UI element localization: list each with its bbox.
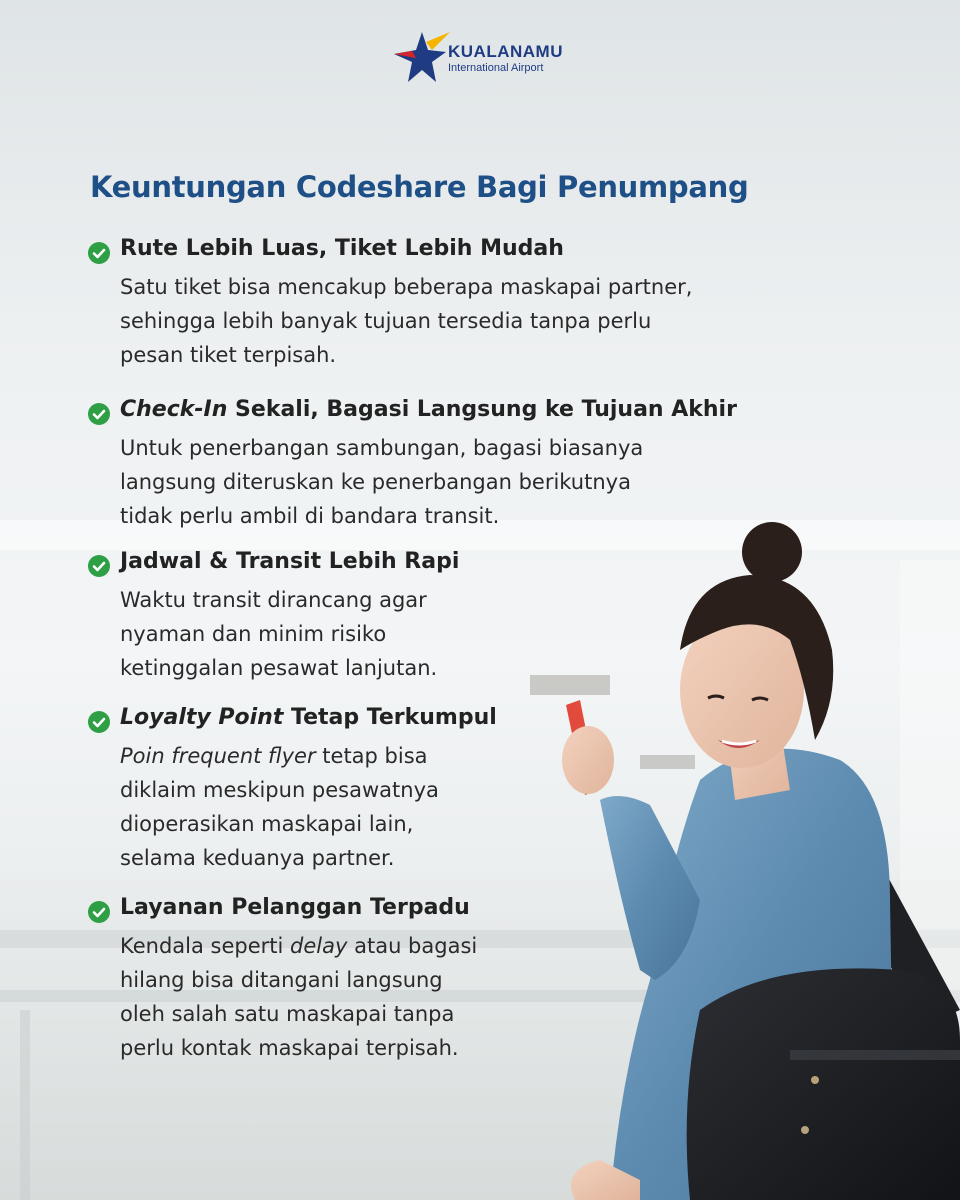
- description-line: [120, 270, 800, 304]
- benefit-title: [120, 236, 564, 261]
- check-circle-icon: [88, 555, 110, 577]
- description-line: [120, 583, 800, 617]
- benefit-title: [120, 549, 459, 574]
- line-text: sehingga lebih banyak tujuan tersedia tanpa perlu: [120, 309, 652, 333]
- description-line: [120, 739, 800, 773]
- title-text: Rute Lebih Luas, Tiket Lebih Mudah: [120, 236, 564, 261]
- check-circle-icon: [88, 242, 110, 264]
- benefit-description: [120, 583, 800, 685]
- check-circle-icon: [88, 403, 110, 425]
- description-line: [120, 499, 800, 533]
- title-text-italic: Check-In: [120, 397, 228, 422]
- description-line: [120, 929, 800, 963]
- line-text: atau bagasi: [347, 934, 478, 958]
- description-line: [120, 431, 800, 465]
- title-text: Jadwal & Transit Lebih Rapi: [120, 549, 460, 574]
- line-text: perlu kontak maskapai terpisah.: [120, 1036, 459, 1060]
- line-text: Untuk penerbangan sambungan, bagasi biasanya: [120, 436, 644, 460]
- line-text-italic: Poin frequent flyer: [120, 744, 316, 768]
- kualanamu-logo: [394, 30, 574, 86]
- page-title: Keuntungan Codeshare Bagi Penumpang: [90, 170, 749, 204]
- benefit-description: [120, 431, 800, 533]
- title-text: Tetap Terkumpul: [283, 705, 497, 730]
- benefit-description: [120, 739, 800, 875]
- title-text: Layanan Pelanggan Terpadu: [120, 895, 470, 920]
- description-line: [120, 651, 800, 685]
- description-line: [120, 304, 800, 338]
- line-text: tidak perlu ambil di bandara transit.: [120, 504, 500, 528]
- check-circle-icon: [88, 711, 110, 733]
- description-line: [120, 963, 800, 997]
- title-text-italic: Loyalty Point: [120, 705, 284, 730]
- description-line: [120, 997, 800, 1031]
- line-text: oleh salah satu maskapai tanpa: [120, 1002, 455, 1026]
- line-text: tetap bisa: [315, 744, 428, 768]
- line-text: pesan tiket terpisah.: [120, 343, 337, 367]
- line-text-italic: delay: [290, 934, 348, 958]
- description-line: [120, 617, 800, 651]
- line-text: hilang bisa ditangani langsung: [120, 968, 443, 992]
- check-circle-icon: [88, 901, 110, 923]
- line-text: nyaman dan minim risiko: [120, 622, 387, 646]
- title-text: Sekali, Bagasi Langsung ke Tujuan Akhir: [227, 397, 737, 422]
- line-text: ketinggalan pesawat lanjutan.: [120, 656, 438, 680]
- line-text: selama keduanya partner.: [120, 846, 395, 870]
- benefit-title: [120, 705, 497, 730]
- line-text: langsung diteruskan ke penerbangan berikutnya: [120, 470, 631, 494]
- line-text: dioperasikan maskapai lain,: [120, 812, 414, 836]
- brand-name: KUALANAMU: [448, 42, 563, 61]
- benefit-description: [120, 270, 800, 372]
- description-line: [120, 841, 800, 875]
- benefit-title: [120, 397, 737, 422]
- line-text: Waktu transit dirancang agar: [120, 588, 427, 612]
- benefit-description: [120, 929, 800, 1065]
- brand-subtitle: International Airport: [448, 62, 544, 74]
- line-text: Satu tiket bisa mencakup beberapa maskapai partner,: [120, 275, 693, 299]
- description-line: [120, 465, 800, 499]
- benefit-title: [120, 895, 470, 920]
- description-line: [120, 338, 800, 372]
- line-text: diklaim meskipun pesawatnya: [120, 778, 439, 802]
- description-line: [120, 1031, 800, 1065]
- star-logo-icon: [394, 30, 450, 86]
- description-line: [120, 807, 800, 841]
- line-text: Kendala seperti: [120, 934, 291, 958]
- description-line: [120, 773, 800, 807]
